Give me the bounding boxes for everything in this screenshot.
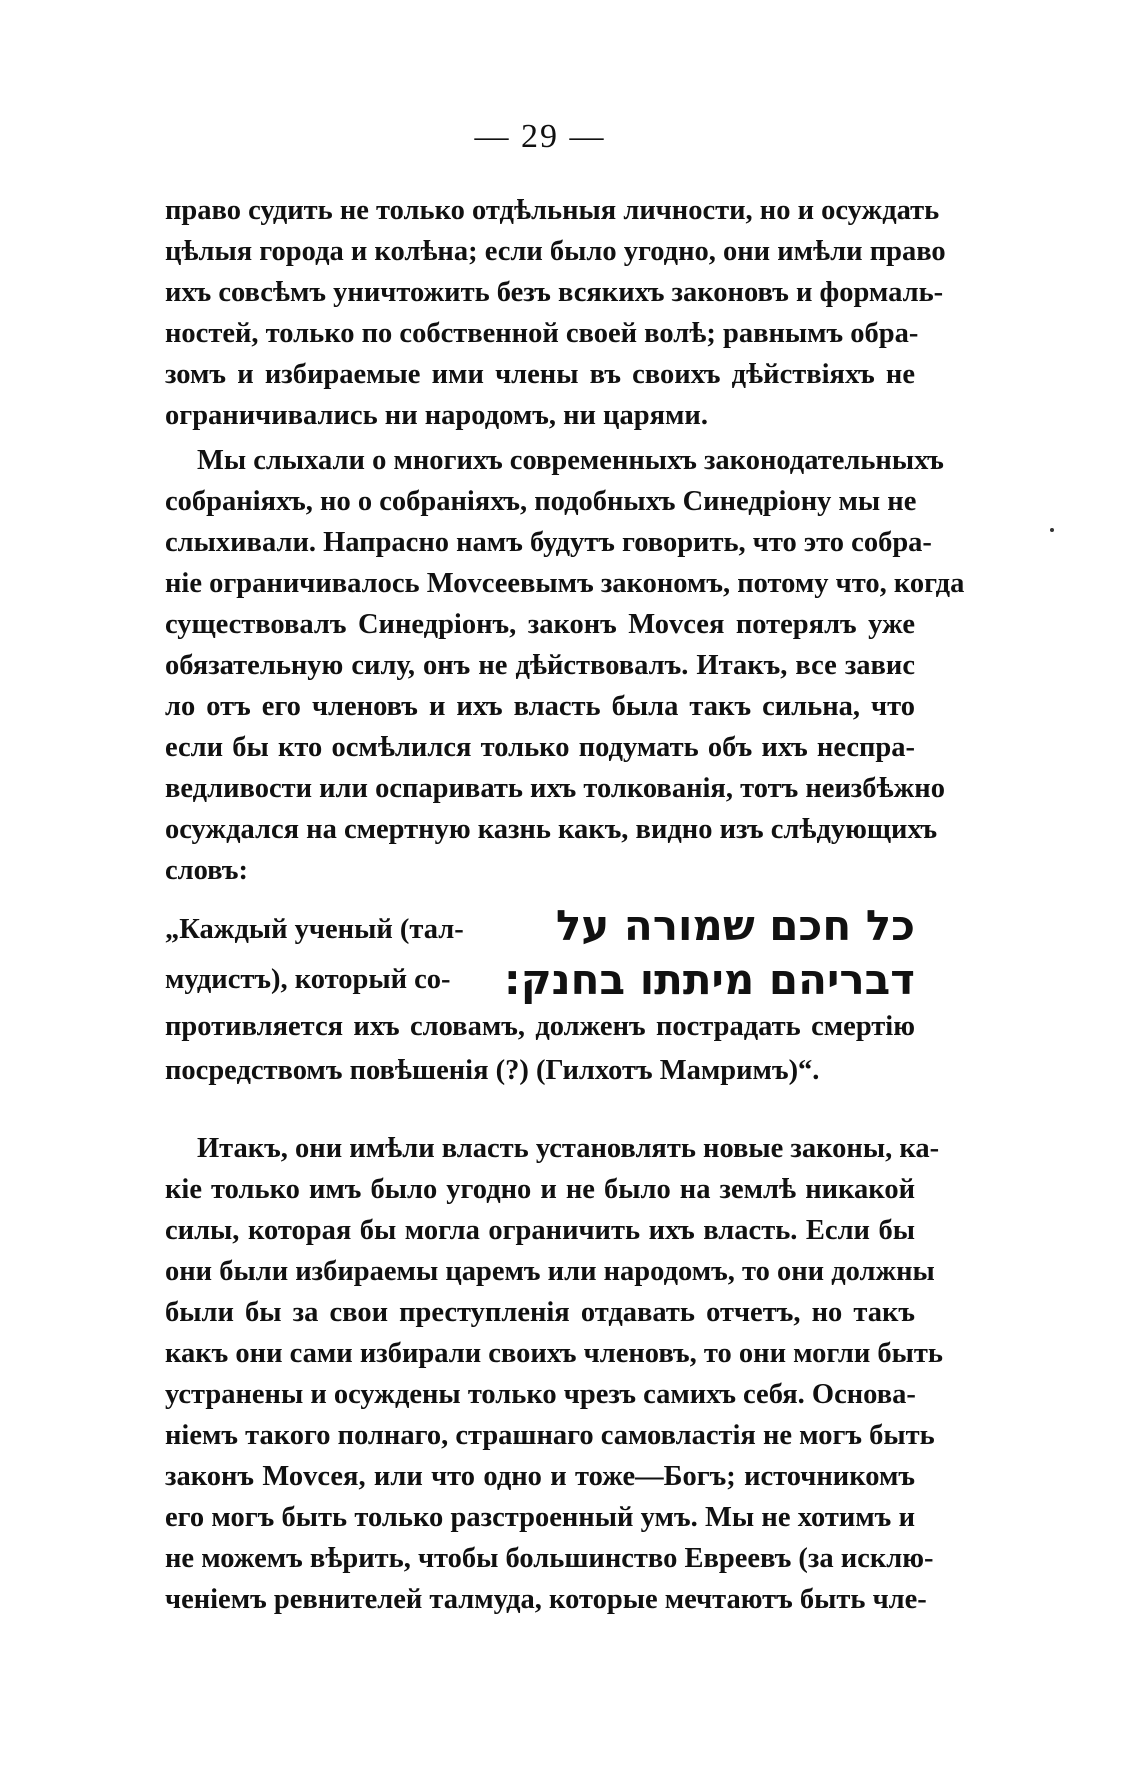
text-line: Итакъ, они имѣли власть установлять новые законы, ка- <box>197 1133 940 1164</box>
paragraph-3 <box>165 1128 944 1620</box>
text-line: противляется ихъ словамъ, долженъ пострадать смертію <box>165 1011 915 1042</box>
quote-line: „Каждый ученый (тал- <box>165 914 464 945</box>
text-line: были бы за свои преступленія отдавать отчетъ, но такъ <box>165 1297 915 1328</box>
page-number: — 29 — <box>474 118 606 155</box>
scan-speck <box>1050 528 1054 532</box>
text-line: его могъ быть только разстроенный умъ. Мы не хотимъ и <box>165 1502 915 1533</box>
text-line: ихъ совсѣмъ уничтожить безъ всякихъ законовъ и формаль- <box>165 277 944 308</box>
quote-russian <box>165 905 464 1005</box>
text-line: ностей, только по собственной своей волѣ; равнымъ обра- <box>165 318 919 349</box>
quote-continuation <box>165 1005 915 1093</box>
text-line: обязательную силу, онъ не дѣйствовалъ. Итакъ, все завис <box>165 650 915 681</box>
paragraph-1 <box>165 190 946 436</box>
text-line: силы, которая бы могла ограничить ихъ власть. Если бы <box>165 1215 915 1246</box>
text-line: устранены и осуждены только чрезъ самихъ себя. Основа- <box>165 1379 916 1410</box>
hebrew-line: כל חכם שמורה על <box>555 901 915 950</box>
text-line: не можемъ вѣрить, чтобы большинство Евреевъ (за исклю- <box>165 1543 934 1574</box>
paragraph-2 <box>165 440 965 891</box>
text-line: если бы кто осмѣлился только подумать объ ихъ неспра- <box>165 732 915 763</box>
text-line: Мы слыхали о многихъ современныхъ законодательныхъ <box>197 445 944 476</box>
text-line: существовалъ Синедріонъ, законъ Моvсея потерялъ уже <box>165 609 915 640</box>
text-line: зомъ и избираемые ими члены въ своихъ дѣйствіяхъ не <box>165 359 915 390</box>
text-line: осуждался на смертную казнь какъ, видно изъ слѣдующихъ <box>165 814 938 845</box>
text-line: они были избираемы царемъ или народомъ, то они должны <box>165 1256 935 1287</box>
text-line: ченіемъ ревнителей талмуда, которые мечтаютъ быть чле- <box>165 1584 927 1615</box>
text-line: кіе только имъ было угодно и не было на землѣ никакой <box>165 1174 915 1205</box>
text-line: ло отъ его членовъ и ихъ власть была такъ сильна, что <box>165 691 915 722</box>
text-line: слыхивали. Напрасно намъ будутъ говорить, что это собра- <box>165 527 932 558</box>
text-line: посредствомъ повѣшенія (?) (Гилхотъ Мамримъ)“. <box>165 1055 820 1086</box>
quote-line: мудистъ), который со- <box>165 964 451 995</box>
hebrew-line: דבריהם מיתתו בחנק: <box>503 955 915 1004</box>
text-line: собраніяхъ, но о собраніяхъ, подобныхъ Синедріону мы не <box>165 486 917 517</box>
text-line: ніе ограничивалось Моvсеевымъ закономъ, потому что, когда <box>165 568 965 599</box>
text-line: ніемъ такого полнаго, страшнаго самовластія не могъ быть <box>165 1420 935 1451</box>
quote-hebrew <box>465 899 915 1007</box>
text-line: цѣлыя города и колѣна; если было угодно, они имѣли право <box>165 236 946 267</box>
text-line: какъ они сами избирали своихъ членовъ, то они могли быть <box>165 1338 944 1369</box>
text-line: словъ: <box>165 855 248 886</box>
text-line: ограничивались ни народомъ, ни царями. <box>165 400 708 431</box>
text-line: право судить не только отдѣльныя личности, но и осуждать <box>165 195 940 226</box>
text-line: законъ Моvсея, или что одно и тоже—Богъ; источникомъ <box>165 1461 915 1492</box>
text-line: ведливости или оспаривать ихъ толкованія, тотъ неизбѣжно <box>165 773 945 804</box>
